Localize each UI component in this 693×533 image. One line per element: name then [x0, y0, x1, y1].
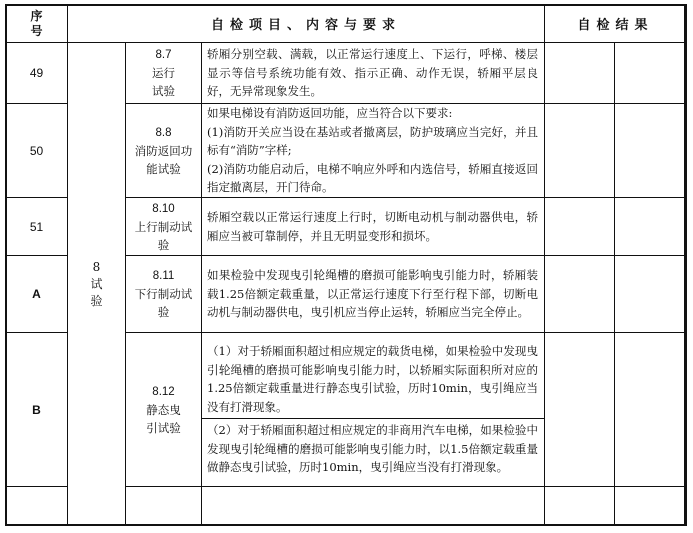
- content-line: 如果电梯设有消防返回功能，应当符合以下要求:: [207, 106, 453, 121]
- content-part: （2）对于轿厢面积超过相应规定的非商用汽车电梯，如果检验中发现曳引轮绳槽的磨损可能影响曳引能力时，以1.5倍额定载重量做静态曳引试验，历时10min，曳引绳应当没有打滑现象。: [207, 423, 538, 475]
- seq-cell: A: [6, 256, 68, 333]
- item-name: 运行试验: [152, 66, 175, 98]
- item-name: 消防返回功能试验: [134, 143, 193, 176]
- result-header: 自检结果: [545, 5, 687, 43]
- content-line: (2)消防功能启动后，电梯不响应外呼和内选信号，轿厢直接返回指定撤离层，开门待命。: [207, 161, 538, 195]
- seq-cell: 50: [6, 104, 68, 198]
- item-code: 8.12: [152, 385, 175, 398]
- seq-cell: 49: [6, 43, 68, 104]
- item-code: 8.8: [155, 126, 172, 139]
- seq-cell: B: [6, 333, 68, 487]
- content-header: 自检项目、内容与要求: [68, 5, 545, 43]
- content-line: (1)消防开关应当设在基站或者撤离层，防护玻璃应当完好，并且标有“消防”字样;: [207, 124, 538, 158]
- item-code: 8.11: [152, 270, 175, 282]
- seq-header-label: 序号: [30, 8, 43, 38]
- category-code: 8: [92, 259, 101, 274]
- category-name: 试验: [90, 276, 103, 308]
- item-code: 8.10: [152, 202, 175, 215]
- item-name: 上行制动试验: [134, 219, 193, 252]
- content-cell: 如果检验中发现曳引轮绳槽的磨损可能影响曳引能力时，轿厢装载1.25倍额定载重量，以正常运行速度下行至行程下部，切断电动机与制动器供电，曳引机应当停止运转，轿厢应当完全停止。: [202, 256, 545, 333]
- content-part: （1）对于轿厢面积超过相应规定的载货电梯，如果检验中发现曳引轮绳槽的磨损可能影响曳引能力时，以轿厢实际面积所对应的1.25倍额定载重量进行静态曳引试验，历时10min，曳引绳应当没有打滑现象。: [202, 342, 544, 419]
- content-cell: 轿厢分别空载、满载，以正常运行速度上、下运行，呼梯、楼层显示等信号系统功能有效、指示正确、动作无误，轿厢平层良好，无异常现象发生。: [202, 43, 545, 104]
- item-name: 下行制动试验: [134, 287, 193, 319]
- seq-cell: 51: [6, 198, 68, 256]
- table-frame: [5, 4, 686, 526]
- item-code: 8.7: [155, 49, 172, 61]
- content-cell: 轿厢空载以正常运行速度上行时，切断电动机与制动器供电，轿厢应当被可靠制停，并且无明显变形和损坏。: [202, 198, 545, 256]
- item-name: 静态曳引试验: [146, 402, 181, 435]
